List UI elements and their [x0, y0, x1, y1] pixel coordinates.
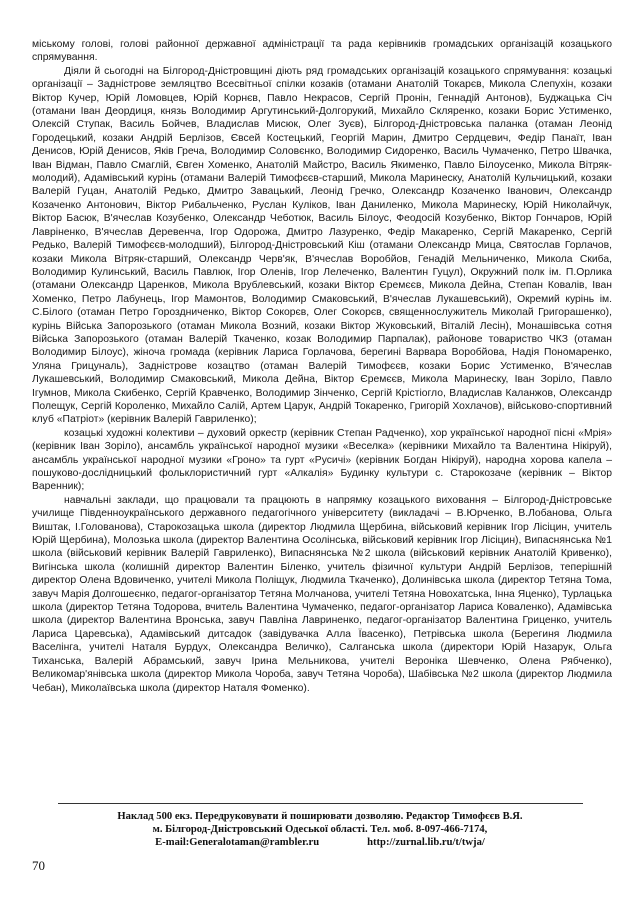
page-number: 70: [32, 858, 45, 873]
website-link[interactable]: http://zurnal.lib.ru/t/twja/: [367, 837, 485, 849]
imprint-footer: [60, 810, 580, 850]
footer-divider: [58, 803, 583, 804]
body-paragraph: Діяли й сьогодні на Білгород-Дністровщині діють ряд громадських організацій козацького спрямування: козацькі організації – Задністрове земляцтво Всесвітньої спілки козаків (отамани Анатолій Токарєв, Микола Слепухін, козаки Віктор Кучер, Юрій Ломовцев, Юрій Корнєв, Павло Некрасов, Сергій Пронін, Геннадій Антонов), Буджацька Січ (отамани Іван Деордиця, князь Володимир Аргутинський-Долгорукий, Михайло Скляренко, козаки Борис Устименко, Олексій Ступак, Василь Бойчев, Владислав Мисюк, Олег Зуєв), Білгород-Дністровська паланка (отаман Леонід Городецький, козаки Андрій Берлізов, Євсей Костецький, Георгій Марин, Дмитро Сердцевич, Федір Панаїт, Іван Денисов, Юрій Денисов, Яків Греча, Володимир Соловєнко, Володимир Сидоренко, Василь Чумаченко, Петро Швачка, Іван Відман, Павло Смаглій, Євген Хоменко, Анатолій Майстро, Василь Якименко, Павло Білоусенко, Микола Вітряк-молодий), Адамівський курінь (отамани Валерій Тимофєєв-старший, Микола Маринеску, Анатолій Кульчицький, козаки Валерій Гуцан, Анатолій Редько, Дмитро Завацький, Леонід Гречко, Олександр Козаченко Іванович, Олександр Козаченко Антонович, Віктор Рибальченко, Руслан Куліков, Іван Даниленко, Микола Маринеску, Юрій Николайчук, Віктор Басюк, В'ячеслав Козубенко, Олександр Чеботюк, Василь Білоус, Феодосій Козубенко, Віктор Гончаров, Юрій Лавріненко, В'ячеслав Деревенча, Ігор Одорожа, Дмитро Лазуренко, Федір Макаренко, Сергій Макаренко, Сергій Редько, Валерій Тимофєєв-молодший), Білгород-Дністровський Кіш (отамани Олександр Мица, Святослав Горлачов, козаки Микола Вітряк-старший, Олександр Черв'як, В'ячеслав Воробйов, Генадій Мельниченко, Микола Скиба, Володимир Кулинський, Василь Павлюк, Ігор Оленів, Ігор Лелеченко, Валентин Гуцул), Окружний полк ім. П.Орлика (отамани Олександр Царенков, Микола Врублевський, козаки Віктор Єремєєв, Микола Дейна, Степан Ковалів, Іван Хоменко, Петро Лабунець, Ігор Мамонтов, Володимир Смаковський, В'ячеслав Лукашевський), Окремий курінь ім. С.Білого (отаман Петро Гороздниченко, Віктор Сокорєв, Олег Сокорєв, священнослужитель Миколай Григорашенко), курінь Війська Запорозького (отаман Микола Возний, козаки Віктор Жуковський, Віталій Лесін), Монашівська сотня Війська Запорозького (отаман Валерій Ткаченко, козак Володимир Парпалак), районове товариство ЧКЗ (отаман Володимир Білоус), жіноча громада (керівник Лариса Горлачова, берегині Варвара Воробйова, Надія Пономаренко, Уляна Грицуналь), Задністрове козацтво (отаман Валерій Тимофєєв, козаки Борис Устименко, В'ячеслав Лукашевський, Володимир Смаковський, Микола Дейна, Віктор Єремєєв, Микола Маринеску, Іван Зоріло, Павло Ігумнов, Микола Скибенко, Сергій Кравченко, Володимир Зінченко, Сергій Крістіогло, Владислав Каланжов, Олександр Полещук, Сергій Короленко, Михайло Салій, Артем Царук, Андрій Токаренко, Григорій Хохлачов), військово-спортивний клуб «Патріот» (керівник Валерій Гавриленко);: [32, 65, 612, 426]
imprint-address: м. Білгород-Дністровський Одеської області. Тел. моб. 8-097-466-7174,: [152, 824, 488, 836]
document-page: [32, 38, 612, 695]
imprint-line: Наклад 500 екз. Передруковувати й поширювати дозволяю. Редактор Тимофєєв В.Я.: [117, 811, 523, 822]
body-paragraph: навчальні заклади, що працювали та працюють в напрямку козацького виховання – Білгород-Дністровське училище Південноукраїнського державного педагогічного університету (викладачі – В.Юрченко, В.Лобанова, Ольга Виштак, І.Голованова), Старокозацька школа (директор Людмила Щербина, військовий керівник Ігор Лісіцин, учитель Юрій Щербина), Молозька школа (директор Валентина Осолінська, військовий керівник Ігор Лісіцин), Випаснянська №1 школа (військовий керівник Валерій Гавриленко), Випаснянська №2 школа (військовий керівник Анатолій Кривенко), Вигінська школа (колишній директор Валентин Біленко, учитель фізичної культури Андрій Берлізов, теперішній директор Олена Вдовиченко, учителі Микола Поліщук, Людмила Ткаченко), Долинівська школа (директор Тетяна Тома, завуч Марія Долгошеєнко, педагог-організатор Тетяна Молчанова, учителі Тетяна Новохатська, Інна Яценко), Турлацька школа (директор Тетяна Тодорова, вчитель Валентина Чумаченко, педагог-організатор Лариса Коваленко), Адамівська школа (директор Валентина Вронська, завуч Павліна Лавриненко, педагог-організатор Валентина Гриценко, учитель Лариса Царевська), Адамівський дитсадок (завідувачка Алла Ївасенко), Петрівська школа (Берегиня Людмила Васелінга, учителі Наталя Бурдух, Олександра Величко), Салганська школа (директори Юрій Назарук, Ольга Тиханська, Валерій Абрамський, завуч Ірина Мельникова, учителі Вероніка Шевченко, Олена Рябченко), Великомар'янівська школа (директор Микола Чороба, завуч Тетяна Чороба), Шабівська №2 школа (директор Людмила Чебан), Миколаївська школа (директор Наталя Фоменко).: [32, 494, 612, 694]
body-paragraph: козацькі художні колективи – духовий оркестр (керівник Степан Радченко), хор української народної пісні «Мрія» (керівник Іван Зоріло), ансамбль української народної музики «Веселка» (керівники Михайло та Валентина Нікіруй), ансамбль української народної музики «Гроно» та гурт «Русичі» (керівник Богдан Нікіруй), народна хорова капела – пошуково-дослідницький фольклористичний гурт «Алкалія» Будинку культури с. Старокозаче (керівник – Віктор Варенник);: [32, 427, 612, 493]
email-link[interactable]: E-mail:Generalotaman@rambler.ru: [155, 837, 320, 849]
imprint-contacts: [60, 836, 580, 849]
body-paragraph: міському голові, голові районної державної адміністрації та рада керівників громадських організацій козацького спрямування.: [32, 39, 612, 64]
